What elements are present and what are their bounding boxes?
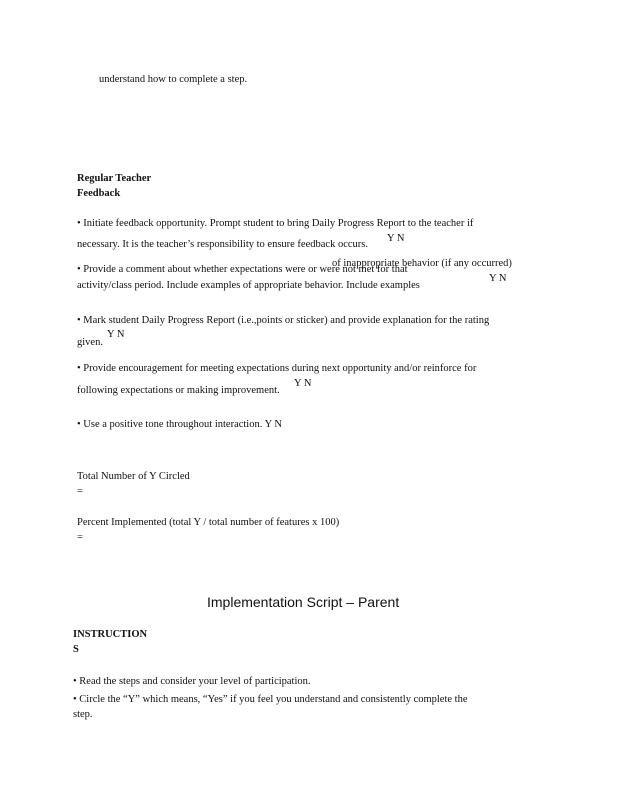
feedback-step-2-yn: Y N — [489, 273, 507, 284]
total-y-label: Total Number of Y Circled — [77, 471, 190, 482]
instruction-bullet-2: • Circle the “Y” which means, “Yes” if you feel you understand and consistently complete the — [73, 694, 468, 705]
feedback-step-4-line1: • Provide encouragement for meeting expectations during next opportunity and/or reinforce for — [77, 363, 477, 374]
continued-text: understand how to complete a step. — [99, 74, 248, 85]
section-title-continued: Feedback — [77, 188, 121, 199]
feedback-step-1-line1: • Initiate feedback opportunity. Prompt student to bring Daily Progress Report to the teacher if — [77, 218, 474, 229]
feedback-step-3-line1: • Mark student Daily Progress Report (i.e.,points or sticker) and provide explanation for the rating — [77, 315, 490, 326]
instructions-heading-continued: S — [73, 644, 79, 655]
instructions-heading: INSTRUCTION — [73, 629, 148, 640]
feedback-step-4-line2: following expectations or making improvement. — [77, 385, 280, 396]
feedback-step-2-line1: • Provide a comment about whether expectations were or were not met for that — [77, 264, 408, 275]
section-title: Regular Teacher — [77, 173, 152, 184]
feedback-step-4-yn: Y N — [294, 378, 312, 389]
instruction-bullet-2-continued: step. — [73, 709, 93, 720]
percent-implemented-equals: = — [77, 532, 83, 543]
feedback-step-1-yn: Y N — [387, 233, 405, 244]
feedback-step-1-line2: necessary. It is the teacher’s responsibility to ensure feedback occurs. — [77, 239, 368, 250]
feedback-step-3-yn: Y N — [107, 329, 125, 340]
feedback-step-2-line2: activity/class period. Include examples of appropriate behavior. Include examples — [77, 280, 420, 291]
feedback-step-2-overlay: of inappropriate behavior (if any occurred) — [332, 258, 512, 269]
percent-implemented-label: Percent Implemented (total Y / total number of features x 100) — [77, 517, 340, 528]
feedback-step-3-line2: given. — [77, 337, 103, 348]
instruction-bullet-1: • Read the steps and consider your level of participation. — [73, 676, 311, 687]
total-y-equals: = — [77, 486, 83, 497]
feedback-step-5: • Use a positive tone throughout interaction. Y N — [77, 419, 282, 430]
parent-script-heading: Implementation Script – Parent — [207, 594, 400, 610]
